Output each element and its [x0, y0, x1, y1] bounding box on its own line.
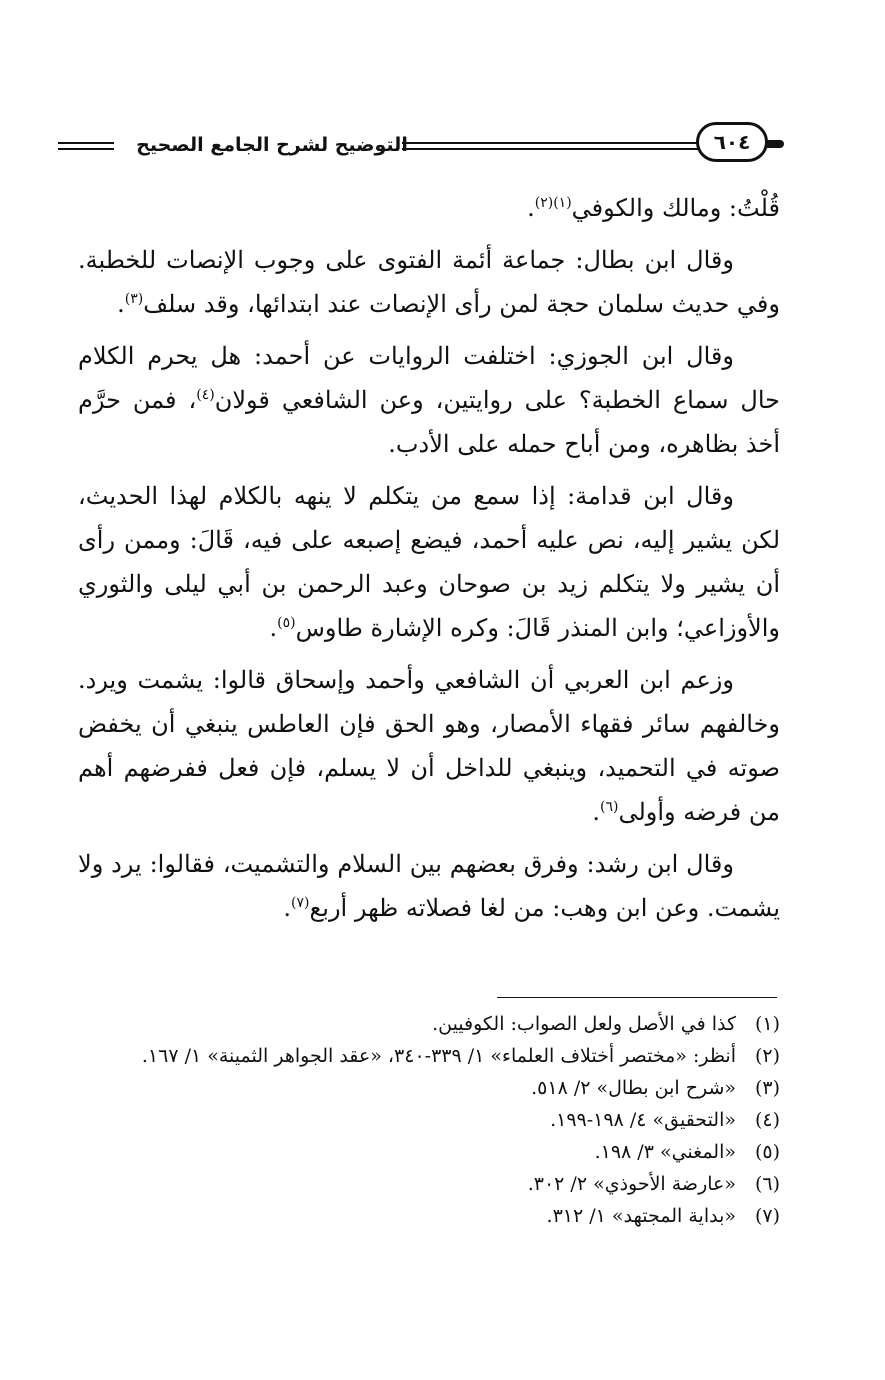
footnote-text: «التحقيق» ٤/ ١٩٨-١٩٩.	[550, 1109, 736, 1131]
paragraph	[78, 186, 780, 230]
footnote-number: (٧)	[754, 1205, 780, 1227]
paragraph	[78, 238, 780, 326]
paragraph-text: .	[269, 614, 278, 642]
footnote-reference: (٤)	[196, 387, 215, 403]
footnote-separator	[497, 997, 777, 998]
paragraph-text: .	[592, 798, 601, 826]
page-header	[58, 122, 784, 170]
footnote-text: «عارضة الأحوذي» ٢/ ٣٠٢.	[527, 1173, 736, 1195]
footnote-number: (٤)	[754, 1109, 780, 1131]
header-double-rule-left	[58, 142, 114, 150]
footnote-text: أنظر: «مختصر أختلاف العلماء» ١/ ٣٣٩-٣٤٠، «عقد الجواهر الثمينة» ١/ ١٦٧.	[141, 1045, 736, 1067]
footnote-reference: (٥)	[277, 615, 296, 631]
page-number: ٦٠٤	[713, 130, 751, 154]
footnote	[78, 1072, 780, 1104]
paragraph-text: قُلْتُ: ومالك والكوفي	[571, 194, 780, 222]
paragraph	[78, 658, 780, 834]
header-double-rule-right	[402, 142, 702, 150]
footnote-number: (٥)	[754, 1141, 780, 1163]
footnote-text: كذا في الأصل ولعل الصواب: الكوفيين.	[432, 1013, 736, 1035]
paragraph-text: ، فمن حرَّم أخذ بظاهره، ومن أباح حمله على الأدب.	[78, 386, 780, 458]
footnote-number: (٢)	[754, 1045, 780, 1067]
footnote-text: «شرح ابن بطال» ٢/ ٥١٨.	[531, 1077, 736, 1099]
footnote-number: (٦)	[754, 1173, 780, 1195]
footnotes	[78, 1008, 780, 1232]
page-number-badge	[692, 122, 784, 166]
main-text	[78, 186, 780, 938]
footnote-reference: (٦)	[600, 799, 619, 815]
paragraph	[78, 334, 780, 466]
footnote-number: (١)	[754, 1013, 780, 1035]
paragraph-text: وزعم ابن العربي أن الشافعي وأحمد وإسحاق قالوا: يشمت ويرد. وخالفهم سائر فقهاء الأمصار، وهو الحق فإن العاطس ينبغي أن يخفض صوته في التحميد، وينبغي للداخل أن لا يسلم، فإن فعل ففرضهم أهم من فرضه وأولى	[78, 666, 781, 826]
footnote-reference: (٧)	[291, 895, 310, 911]
footnote	[78, 1104, 780, 1136]
footnote	[78, 1008, 780, 1040]
paragraph	[78, 842, 780, 930]
paragraph-text: .	[527, 194, 535, 222]
footnote	[78, 1040, 780, 1072]
paragraph-text: وقال ابن قدامة: إذا سمع من يتكلم لا ينهه بالكلام لهذا الحديث، لكن يشير إليه، نص عليه أحمد، فيضع إصبعه على فيه، قَالَ: وممن رأى أن يشير ولا يتكلم زيد بن صوحان وعبد الرحمن بن أبي ليلى والثوري والأوزاعي؛ وابن المنذر قَالَ: وكره الإشارة طاوس	[78, 482, 780, 642]
paragraph-text: .	[283, 894, 292, 922]
paragraph	[78, 474, 780, 650]
footnote-number: (٣)	[754, 1077, 780, 1099]
running-title: التوضيح لشرح الجامع الصحيح	[136, 134, 408, 156]
footnote-text: «المغني» ٣/ ١٩٨.	[594, 1141, 736, 1163]
paragraph-text: .	[117, 290, 125, 318]
paragraph-text: وقال ابن رشد: وفرق بعضهم بين السلام والتشميت، فقالوا: يرد ولا يشمت. وعن ابن وهب: من لغا فصلاته ظهر أربع	[78, 850, 780, 922]
paragraph-text: وقال ابن الجوزي: اختلفت الروايات عن أحمد: هل يحرم الكلام حال سماع الخطبة؟ على روايتين، وعن الشافعي قولان	[78, 342, 781, 414]
footnote-text: «بداية المجتهد» ١/ ٣١٢.	[546, 1205, 736, 1227]
footnote	[78, 1168, 780, 1200]
paragraph-text: وقال ابن بطال: جماعة أئمة الفتوى على وجوب الإنصات للخطبة. وفي حديث سلمان حجة لمن رأى الإنصات عند ابتدائها، وقد سلف	[78, 246, 780, 318]
footnote	[78, 1136, 780, 1168]
footnote	[78, 1200, 780, 1232]
footnote-reference: (٣)	[124, 291, 144, 307]
footnote-reference: (١)(٢)	[534, 195, 572, 211]
